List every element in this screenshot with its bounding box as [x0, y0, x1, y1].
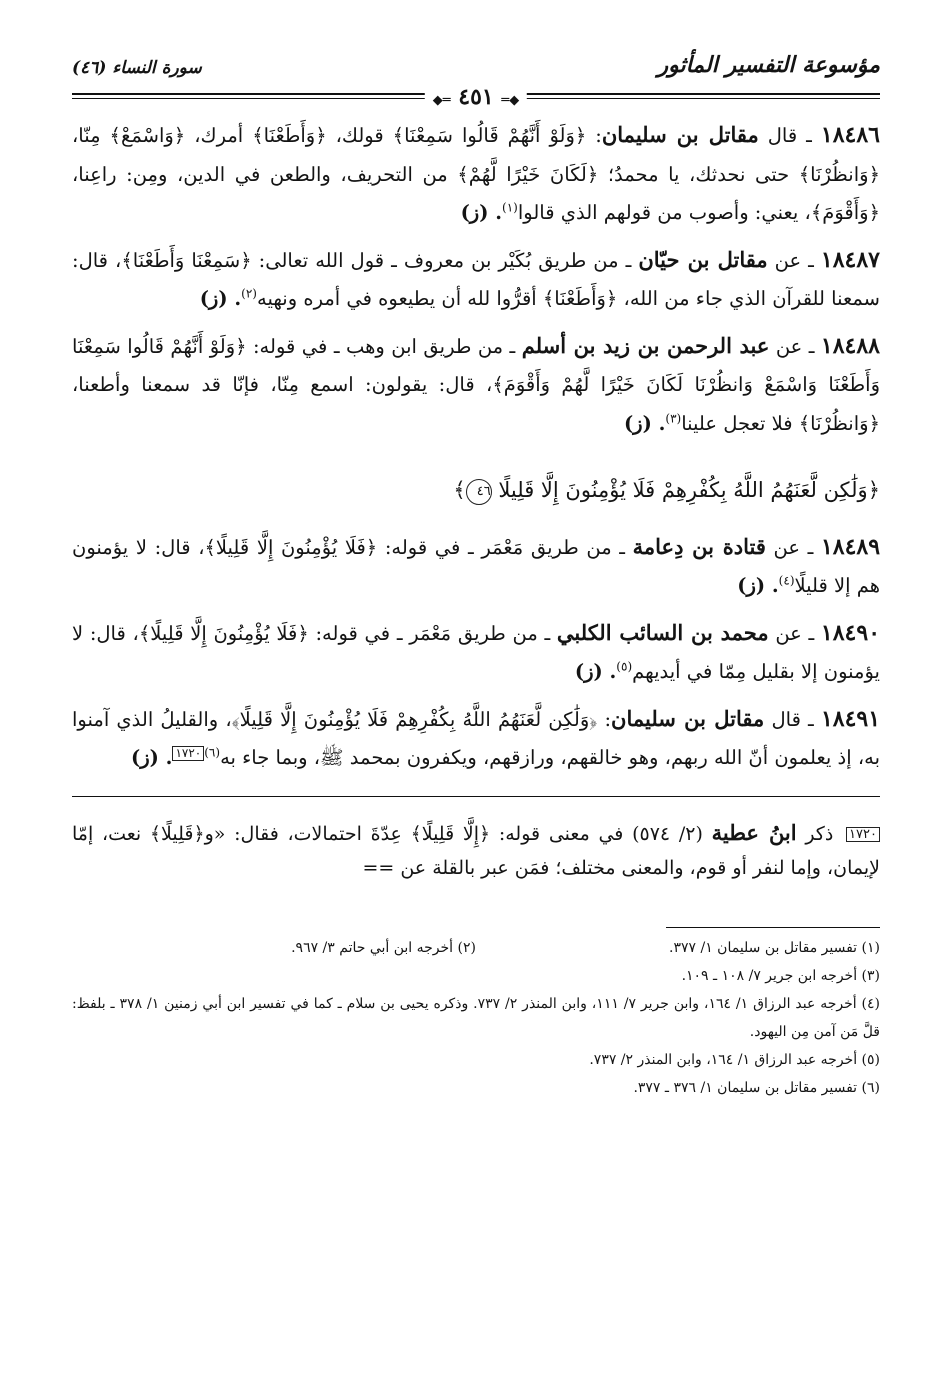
narration-entry [72, 116, 880, 233]
commentary-divider [72, 796, 880, 797]
entry-tail: . (ز) [737, 574, 779, 597]
surah-label: سورة النساء (٤٦) [72, 58, 202, 78]
entry-tail: . (ز) [460, 201, 503, 224]
footnote-5: (٥) أخرجه عبد الرزاق ١/ ١٦٤، وابن المنذر ٢/ ٧٣٧. [589, 1051, 880, 1068]
narration-entry [72, 241, 880, 319]
page-number-text: ٤٥١ [458, 84, 494, 110]
footnote-2: (٢) أخرجه ابن أبي حاتم ٣/ ٩٦٧. [291, 939, 476, 956]
verse-text: ﴿وَلَٰكِن لَّعَنَهُمُ اللَّهُ بِكُفْرِهِمْ فَلَا يُؤْمِنُونَ إِلَّا قَلِيلًا [498, 478, 880, 502]
commentary-number-box: ١٧٢٠ [846, 827, 880, 842]
entry-tail: . (ز) [131, 746, 173, 769]
entry-connector: ـ عن [773, 535, 814, 559]
narration-entry [72, 614, 880, 692]
entry-number: ١٨٤٩٠ [820, 619, 881, 646]
entry-tail: . (ز) [623, 411, 666, 435]
entry-number: ١٨٤٨٧ [820, 246, 880, 273]
footnote-rule [666, 927, 880, 928]
entry-text: : ﴿وَلَٰكِن لَّعَنَهُمُ اللَّهُ بِكُفْرِهِمْ فَلَا يُؤْمِنُونَ إِلَّا قَلِيلًا﴾، والقليلُ الذي آمنوا به، إذ يعلمون أنّ الله ربهم، وهو خالقهم، ورازقهم، ويكفرون بمحمد ﷺ، وبما جاء به [72, 707, 880, 769]
entry-text: ـ من طريق مَعْمَر ـ في قوله: ﴿فَلَا يُؤْمِنُونَ إِلَّا قَلِيلًا﴾، قال: لا يؤمنون إلا بقليل مِمّا في أيديهم [72, 621, 880, 683]
footnote-ref[interactable]: (٤) [778, 573, 795, 588]
narration-entry [72, 327, 880, 444]
entry-tail: . (ز) [199, 287, 242, 310]
narrator-name: مقاتل بن سليمان [601, 122, 759, 147]
entry-connector: ـ عن [775, 621, 815, 645]
entry-connector: ـ عن [775, 334, 815, 358]
ornament-icon: ◆═ [501, 93, 520, 108]
main-text [72, 116, 880, 1102]
verse-close-bracket: ﴾ [453, 478, 466, 502]
ornament-icon: ═◆ [432, 93, 451, 108]
footnote-6: (٦) تفسير مقاتل بن سليمان ١/ ٣٧٦ ـ ٣٧٧. [633, 1079, 880, 1096]
commentary-ref-box[interactable]: ١٧٢٠ [172, 746, 204, 761]
footnote-ref[interactable]: (٥) [616, 659, 633, 674]
entry-number: ١٨٤٨٩ [820, 533, 881, 560]
book-title: مؤسوعة التفسير المأثور [657, 52, 880, 78]
commentary-scholar: ابنُ عطية [711, 819, 797, 845]
entry-connector: ـ قال [771, 707, 814, 731]
footnote-ref[interactable]: (٦) [204, 745, 221, 760]
narration-entry [72, 528, 880, 606]
footnote-1: (١) تفسير مقاتل بن سليمان ١/ ٣٧٧. [669, 939, 880, 956]
footnote-4: (٤) أخرجه عبد الرزاق ١/ ١٦٤، وابن جرير ٧/ ١١١، وابن المنذر ٢/ ٧٣٧. وذكره يحيى بن سلام ـ كما في تفسير ابن أبي زمنين ١/ ٣٧٨ ـ بلفظ: قلَّ مَن آمن مِن اليهود. [72, 995, 880, 1040]
narrator-name: مقاتل بن حيّان [638, 246, 768, 272]
entry-number: ١٨٤٨٨ [820, 332, 880, 359]
entry-text: ـ من طريق ابن وهب ـ في قوله: ﴿وَلَوْ أَنَّهُمْ قَالُوا سَمِعْنَا وَأَطَعْنَا وَاسْمَعْ وَانظُرْنَا لَكَانَ خَيْرًا لَّهُمْ وَأَقْوَمَ﴾، قال: يقولون: اسمع مِنّا، فإنّا قد سمعنا وأطعنا، ﴿وَانظُرْنَا﴾ فلا تعجل علينا [72, 334, 880, 435]
page-number [425, 84, 527, 110]
entry-text: ـ من طريق بُكَيْر بن معروف ـ قول الله تعالى: ﴿سَمِعْنَا وَأَطَعْنَا﴾، قال: سمعنا للقرآن الذي جاء من الله، ﴿وَأَطَعْنَا﴾ أقرُّوا لله أن يطيعوه في أمره ونهيه [72, 248, 880, 310]
narrator-name: محمد بن السائب الكلبي [556, 619, 769, 645]
footnotes [72, 934, 880, 1102]
entry-connector: ـ قال [767, 124, 812, 147]
entry-text: ـ من طريق مَعْمَر ـ في قوله: ﴿فَلَا يُؤْمِنُونَ إِلَّا قَلِيلًا﴾، قال: لا يؤمنون هم إلا قليلًا [72, 535, 880, 597]
entry-number: ١٨٤٨٦ [820, 122, 880, 148]
footnote-ref[interactable]: (١) [502, 200, 518, 215]
quran-verse [72, 471, 880, 510]
narrator-name: عبد الرحمن بن زيد بن أسلم [521, 332, 770, 358]
footnote-ref[interactable]: (٢) [241, 286, 257, 301]
commentary-lead: ذكر [805, 822, 834, 845]
entry-text: : ﴿وَلَوْ أَنَّهُمْ قَالُوا سَمِعْنَا﴾ قولك، ﴿وَأَطَعْنَا﴾ أمرك، ﴿وَاسْمَعْ﴾ مِنّا، ﴿وَانظُرْنَا﴾ حتى نحدثك، يا محمدُ؛ ﴿لَكَانَ خَيْرًا لَّهُمْ﴾ من التحريف، والطعن في الدين، ومِن: راعِنا، ﴿وَأَقْوَمَ﴾، يعني: وأصوب من قولهم الذي قالوا [72, 124, 880, 224]
footnote-ref[interactable]: (٣) [665, 411, 682, 425]
narrator-name: قتادة بن دِعامة [632, 533, 766, 559]
entry-connector: ـ عن [774, 248, 814, 272]
narration-entry [72, 700, 880, 778]
narrator-name: مقاتل بن سليمان [611, 705, 765, 731]
page [72, 50, 880, 1102]
commentary-text: (٢/ ٥٧٤) في معنى قوله: ﴿إِلَّا قَلِيلًا﴾ عِدّةَ احتمالات، فقال: «و﴿قَلِيلًا﴾ نعت، إمّا لإيمان، وإما لنفر أو قوم، والمعنى مختلف؛ فمَن عبر بالقلة عن == [72, 822, 880, 879]
footnote-3: (٣) أخرجه ابن جرير ٧/ ١٠٨ ـ ١٠٩. [681, 967, 880, 984]
verse-number-badge: ٤٦ [466, 479, 492, 505]
footnote-row [72, 934, 880, 962]
entry-tail: . (ز) [574, 660, 617, 683]
entry-number: ١٨٤٩١ [820, 705, 881, 732]
running-header [72, 50, 880, 110]
commentary-block [72, 816, 880, 885]
